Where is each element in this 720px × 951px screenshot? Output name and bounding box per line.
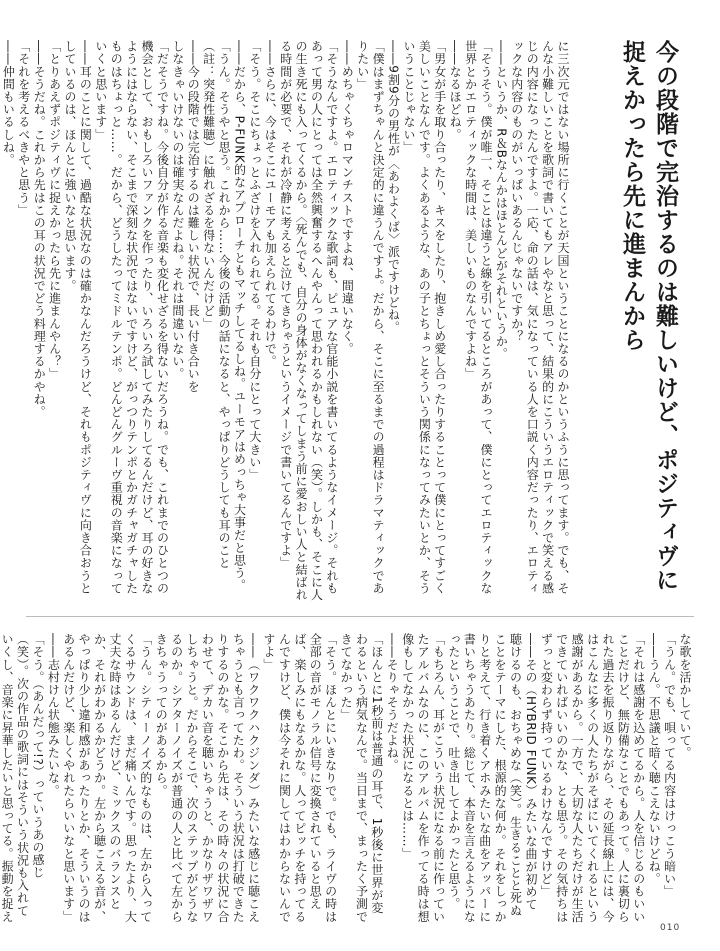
paragraph: 「ほんとに1秒前は普通の耳で、1秒後に世界が変わるという病気なんで。当日まで、まったく予測できてなかった」 [339, 633, 384, 923]
paragraph: ――そうだね。これから先はこの耳の状況でどう料理するかやね。 [32, 40, 47, 418]
paragraph: ――（ワクワクハクジンダ）みたいな感じに聴こえちゃうとも言ってたわ。そういう状況は打破できたりするのかな。そこから先は、その時々の状況に合わせて、デカい音を聴いちゃうと、かなりザワザワしちゃうと。だからそこで、次のステップがどうなるのか。シアターノイズが普通の人と比べて左からきちゃうってのがあるから。 [154, 633, 261, 923]
paragraph: ――だから、P‐FUNK的なアプローチともマッチしてるしね。ユーモアはめっちゃ大事だと思う。 [232, 40, 247, 592]
paragraph: 「男女が手を取り合ったり、キスをしたり、抱きしめ愛し合ったりすることって僕にとってすごく美しいことなんです。よくあるような、あの子とちょっとそういう関係になってみたいとか、そういうことじゃない」 [401, 40, 447, 595]
headline: 今の段階で完治するのは難しいけど、ポジティヴに捉えかったら先に進まんから [619, 40, 679, 592]
paragraph: 「うん。でも、唄ってる内容はけっこう暗い」 [662, 633, 677, 898]
section-divider [26, 616, 694, 617]
paragraph: 「そうそう。僕が唯一、そことは違うと線を引いてるところがあって、僕にとってエロティックな世界とかエロティックな時間は、美しいものなんですよね」 [463, 40, 493, 595]
paragraph: 「僕はまずちゃんと決定的に違うんですよ。だから、そこに至るまでの過程はドラマティックでありたい」 [355, 40, 386, 595]
paragraph: 「うん。シティーノイズ的なものは、左から入ってくるサウンドは、まだ痛いんです。思ったより、大丈夫な時はあるんだけど、ミックスのバランスとか、それがわかるかどうか。左から聴こえる音が、やっぱり少し違和感があったりとか、そういうのはあるんだけど、楽しくやれたらいいなと思います」 [61, 633, 153, 923]
paragraph: しなきゃいけないのは確実なんだよね。それは間違いない。 [170, 40, 185, 381]
paragraph: ――そりゃそうだよね。 [385, 633, 400, 772]
paragraph: 「そうなんですよ。エロティックな歌詞も、ピュアな官能小説を書いてるようなイメージ。それもあって男の人にとっては全然興奮するへんやんって思われるかもしれない（笑）。しかも、そこに人の生き死にも入ってくるから。〈死んでも、自分の身体がなくなってしまう前に愛おしい人と結ばれる時間が必要で、それが冷静に考えると泣けてきちゃうというイメージで書いてるんですよ」 [278, 40, 339, 601]
paragraph: ――その（HYBRID FUNK）みたいな曲が初めて聴けるのも、おちゃめな（笑）。生きることと死ぬことをテーマにした、根源的な何か。それをしっかりと考えて、行き着くアホみたいな曲をアッパーに書いちゃうあたり。総じて、本音を言えるようになったということで、吐き出してよかったと思う。 [446, 633, 538, 923]
paragraph: ――なるほどね。 [448, 40, 463, 141]
paragraph: 「それは感謝を込めてるから。人を信じるのもいいことだけど、無防備なことでもあって。人に裏切られた過去を振り返りながら、その延長線上には、今はこんなに多くの人たちがそばにいてくれるという感謝があるから。一方で、大切な人たちだけが生活できていればいいのかな、とも思う。その気持ちはずっと変わらず持っているわけなんですけど」 [539, 633, 646, 923]
paragraph: 「もちろん、耳がこういう状況になる前に作っていたアルバムなのに、このアルバムを作ってる時は想像もしてなかった状況になるとは……」 [400, 633, 446, 923]
paragraph: 「そう。ほんとにいきなりで。でも、ライヴの時は全部の音がモノラル信号に変換されていると思えば、楽しみにもなるかな。人ってピッチを持ってるんですけど、僕は今それに関してはわからないんですよ」 [262, 633, 338, 923]
paragraph: ――さらに、今はそこにユーモアも加えられてるわけで。 [263, 40, 278, 368]
paragraph: に三次元ではない場所に行くことが天国ということになるのかというふうに思ってます。でも、そんな小難しいことを歌詞で書いてもアレやなと思って、結果的にこういうエロティックで笑える感じの内容になったんですよ。一応、命の話は、気になっている人を口説く内容だったり、エロティックな内容のものがいっぱいあるんじゃないですか？ [509, 40, 570, 595]
article-body-lower [0, 633, 692, 923]
paragraph: ――志村けん状態みたいな。 [46, 633, 61, 797]
paragraph: 「うん。そうやと思う。これから……今後の活動の話になると、やっぱりどうしても耳のこと（註：突発性難聴）に触れざるを得ないんだけど」 [201, 40, 232, 570]
paragraph: ――仲間もいるしね。 [1, 40, 16, 166]
page-number: 010 [660, 923, 681, 933]
paragraph: 「とりあえずポジティヴに捉えかったら先に進まんやん？」 [47, 40, 62, 381]
paragraph: 「そう。（あんだって!?）っていうあの感じ（笑）。次の作品の歌詞にはそういう状況も入れていくし、音楽に昇華したいと思ってる。振動を捉え [0, 633, 45, 923]
paragraph: 「それを考えるべきやと思う」 [16, 40, 31, 217]
paragraph: ――というか、R＆Bなんかはほとんどがそれというか。 [494, 40, 509, 361]
paragraph: 「そう。そこにちょっとふざけを入れられてる。それも自分にとって大きい」 [247, 40, 262, 481]
paragraph: な歌を活かしていて。 [678, 633, 692, 759]
paragraph: ――うん。不思議と暗く聴こえないけどね。 [647, 633, 662, 885]
paragraph: 「だそうですね。今後自分が作る音楽も変化せざるを得ないだろうね。でも、これまでのひとつの機会として、おもしろいファンクを作ったり、いろいろ試してみたりしてるんだけど、耳の好きなようにはならない、そこまで深刻な状況ではないですけど、がっつりテンポとかガチャガチャしたものはちょっと……。だから、どうしたってミドルテンポ。どんどんグルーヴ重視の音楽になっていくと思います」 [93, 40, 170, 595]
article-body-upper [1, 40, 570, 606]
paragraph: ――9割9分の男性が〈あわよくば〉派ですけどね。 [386, 40, 401, 334]
paragraph: ――耳のことに関して、過酷な状況なのは確かなんだろうけど、それもポジティヴに向き合おうとしているのは、ほんとに強いなと思います。 [63, 40, 93, 595]
paragraph: ――今の段階では完治するのは難しい状況で、長い付き合いを [186, 40, 201, 393]
paragraph: ――めちゃくちゃロマンチストですよね、間違いなく。 [340, 40, 355, 355]
